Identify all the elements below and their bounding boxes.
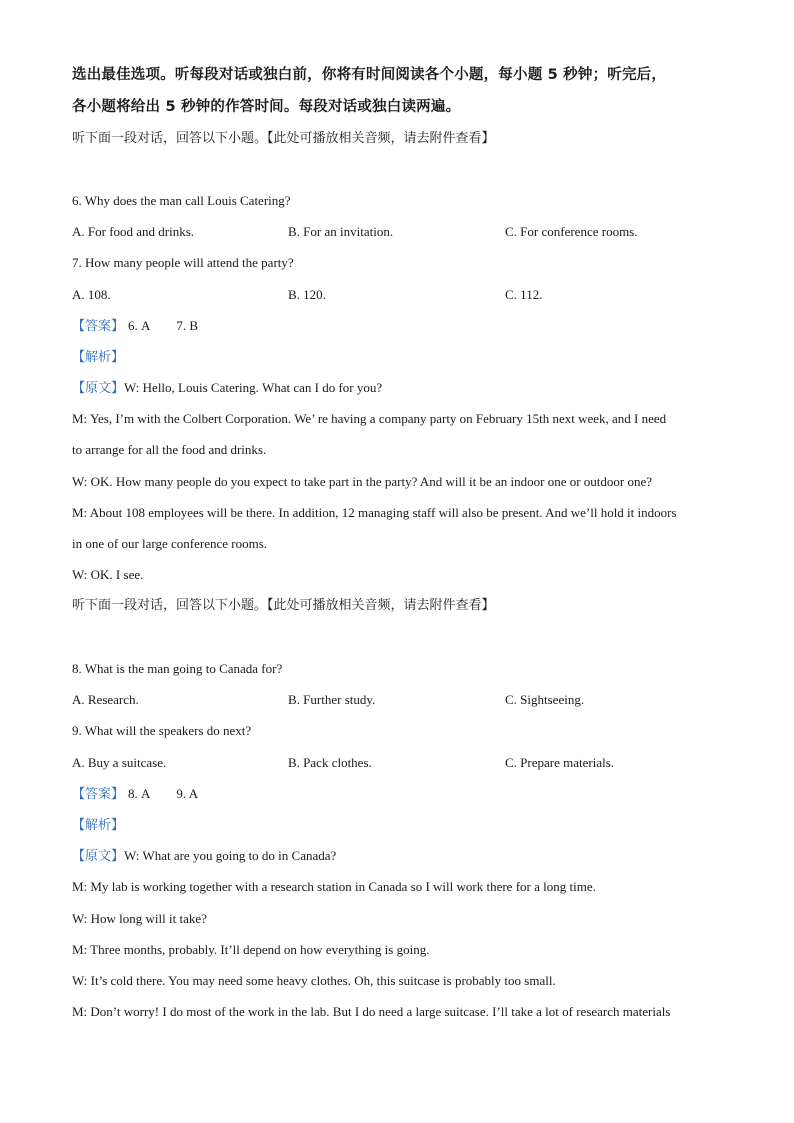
q9-option-b: B. Pack clothes. [288, 755, 372, 770]
answer-6: 6. A [128, 318, 151, 333]
q6-option-c: C. For conference rooms. [505, 224, 638, 239]
q6-option-a: A. For food and drinks. [72, 224, 195, 239]
q8-option-c: C. Sightseeing. [505, 692, 585, 707]
transcript-tag: 【原文】 [72, 849, 125, 864]
transcript-line: M: About 108 employees will be there. In addition, 12 managing staff will also be present. And we’ll hold it indoors [72, 505, 677, 520]
question-7: 7. How many people will attend the party? [72, 255, 294, 270]
answer-9: 9. A [176, 786, 199, 801]
transcript-line: W: OK. I see. [72, 567, 144, 582]
q7-option-b: B. 120. [288, 287, 326, 302]
transcript-line: to arrange for all the food and drinks. [72, 442, 267, 457]
q6-option-b: B. For an invitation. [288, 224, 394, 239]
q8-option-a: A. Research. [72, 692, 139, 707]
transcript-line: M: Yes, I’m with the Colbert Corporation. We’ re having a company party on February 15th next week, and I need [72, 411, 667, 426]
analysis-tag: 【解析】 [72, 818, 125, 833]
answer-line-1 [72, 317, 198, 336]
transcript-line: M: My lab is working together with a research station in Canada so I will work there for a long time. [72, 879, 596, 894]
transcript-line: W: How long will it take? [72, 911, 207, 926]
section1-intro: 听下面一段对话，回答以下小题。【此处可播放相关音频，请去附件查看】 [72, 131, 495, 146]
answer-tag: 【答案】 [72, 319, 125, 334]
question-9: 9. What will the speakers do next? [72, 723, 252, 738]
instruction-line-2: 各小题将给出 5 秒钟的作答时间。每段对话或独白读两遍。 [72, 99, 461, 115]
answer-tag: 【答案】 [72, 787, 125, 802]
analysis-line-1 [72, 348, 124, 367]
q7-option-a: A. 108. [72, 287, 111, 302]
transcript-text: W: Hello, Louis Catering. What can I do for you? [124, 380, 383, 395]
transcript-line: M: Don’t worry! I do most of the work in the lab. But I do need a large suitcase. I’ll take a lot of research materials [72, 1004, 671, 1019]
analysis-line-2 [72, 816, 124, 835]
transcript-text: W: What are you going to do in Canada? [124, 848, 337, 863]
answer-7: 7. B [176, 318, 199, 333]
q9-option-c: C. Prepare materials. [505, 755, 615, 770]
transcript-line: W: OK. How many people do you expect to take part in the party? And will it be an indoor one or outdoor one? [72, 474, 653, 489]
transcript-line: W: It’s cold there. You may need some heavy clothes. Oh, this suitcase is probably too small. [72, 973, 556, 988]
q7-option-c: C. 112. [505, 287, 543, 302]
section2-intro: 听下面一段对话，回答以下小题。【此处可播放相关音频，请去附件查看】 [72, 598, 495, 613]
answer-line-2 [72, 785, 198, 804]
question-8: 8. What is the man going to Canada for? [72, 661, 283, 676]
q8-option-b: B. Further study. [288, 692, 376, 707]
instruction-line-1: 选出最佳选项。听每段对话或独白前，你将有时间阅读各个小题，每小题 5 秒钟；听完后， [72, 67, 667, 83]
transcript-line [72, 847, 336, 866]
q9-option-a: A. Buy a suitcase. [72, 755, 167, 770]
transcript-line: in one of our large conference rooms. [72, 536, 268, 551]
analysis-tag: 【解析】 [72, 350, 125, 365]
transcript-line [72, 379, 382, 398]
transcript-line: M: Three months, probably. It’ll depend on how everything is going. [72, 942, 430, 957]
question-6: 6. Why does the man call Louis Catering? [72, 193, 291, 208]
answer-8: 8. A [128, 786, 151, 801]
transcript-tag: 【原文】 [72, 381, 125, 396]
